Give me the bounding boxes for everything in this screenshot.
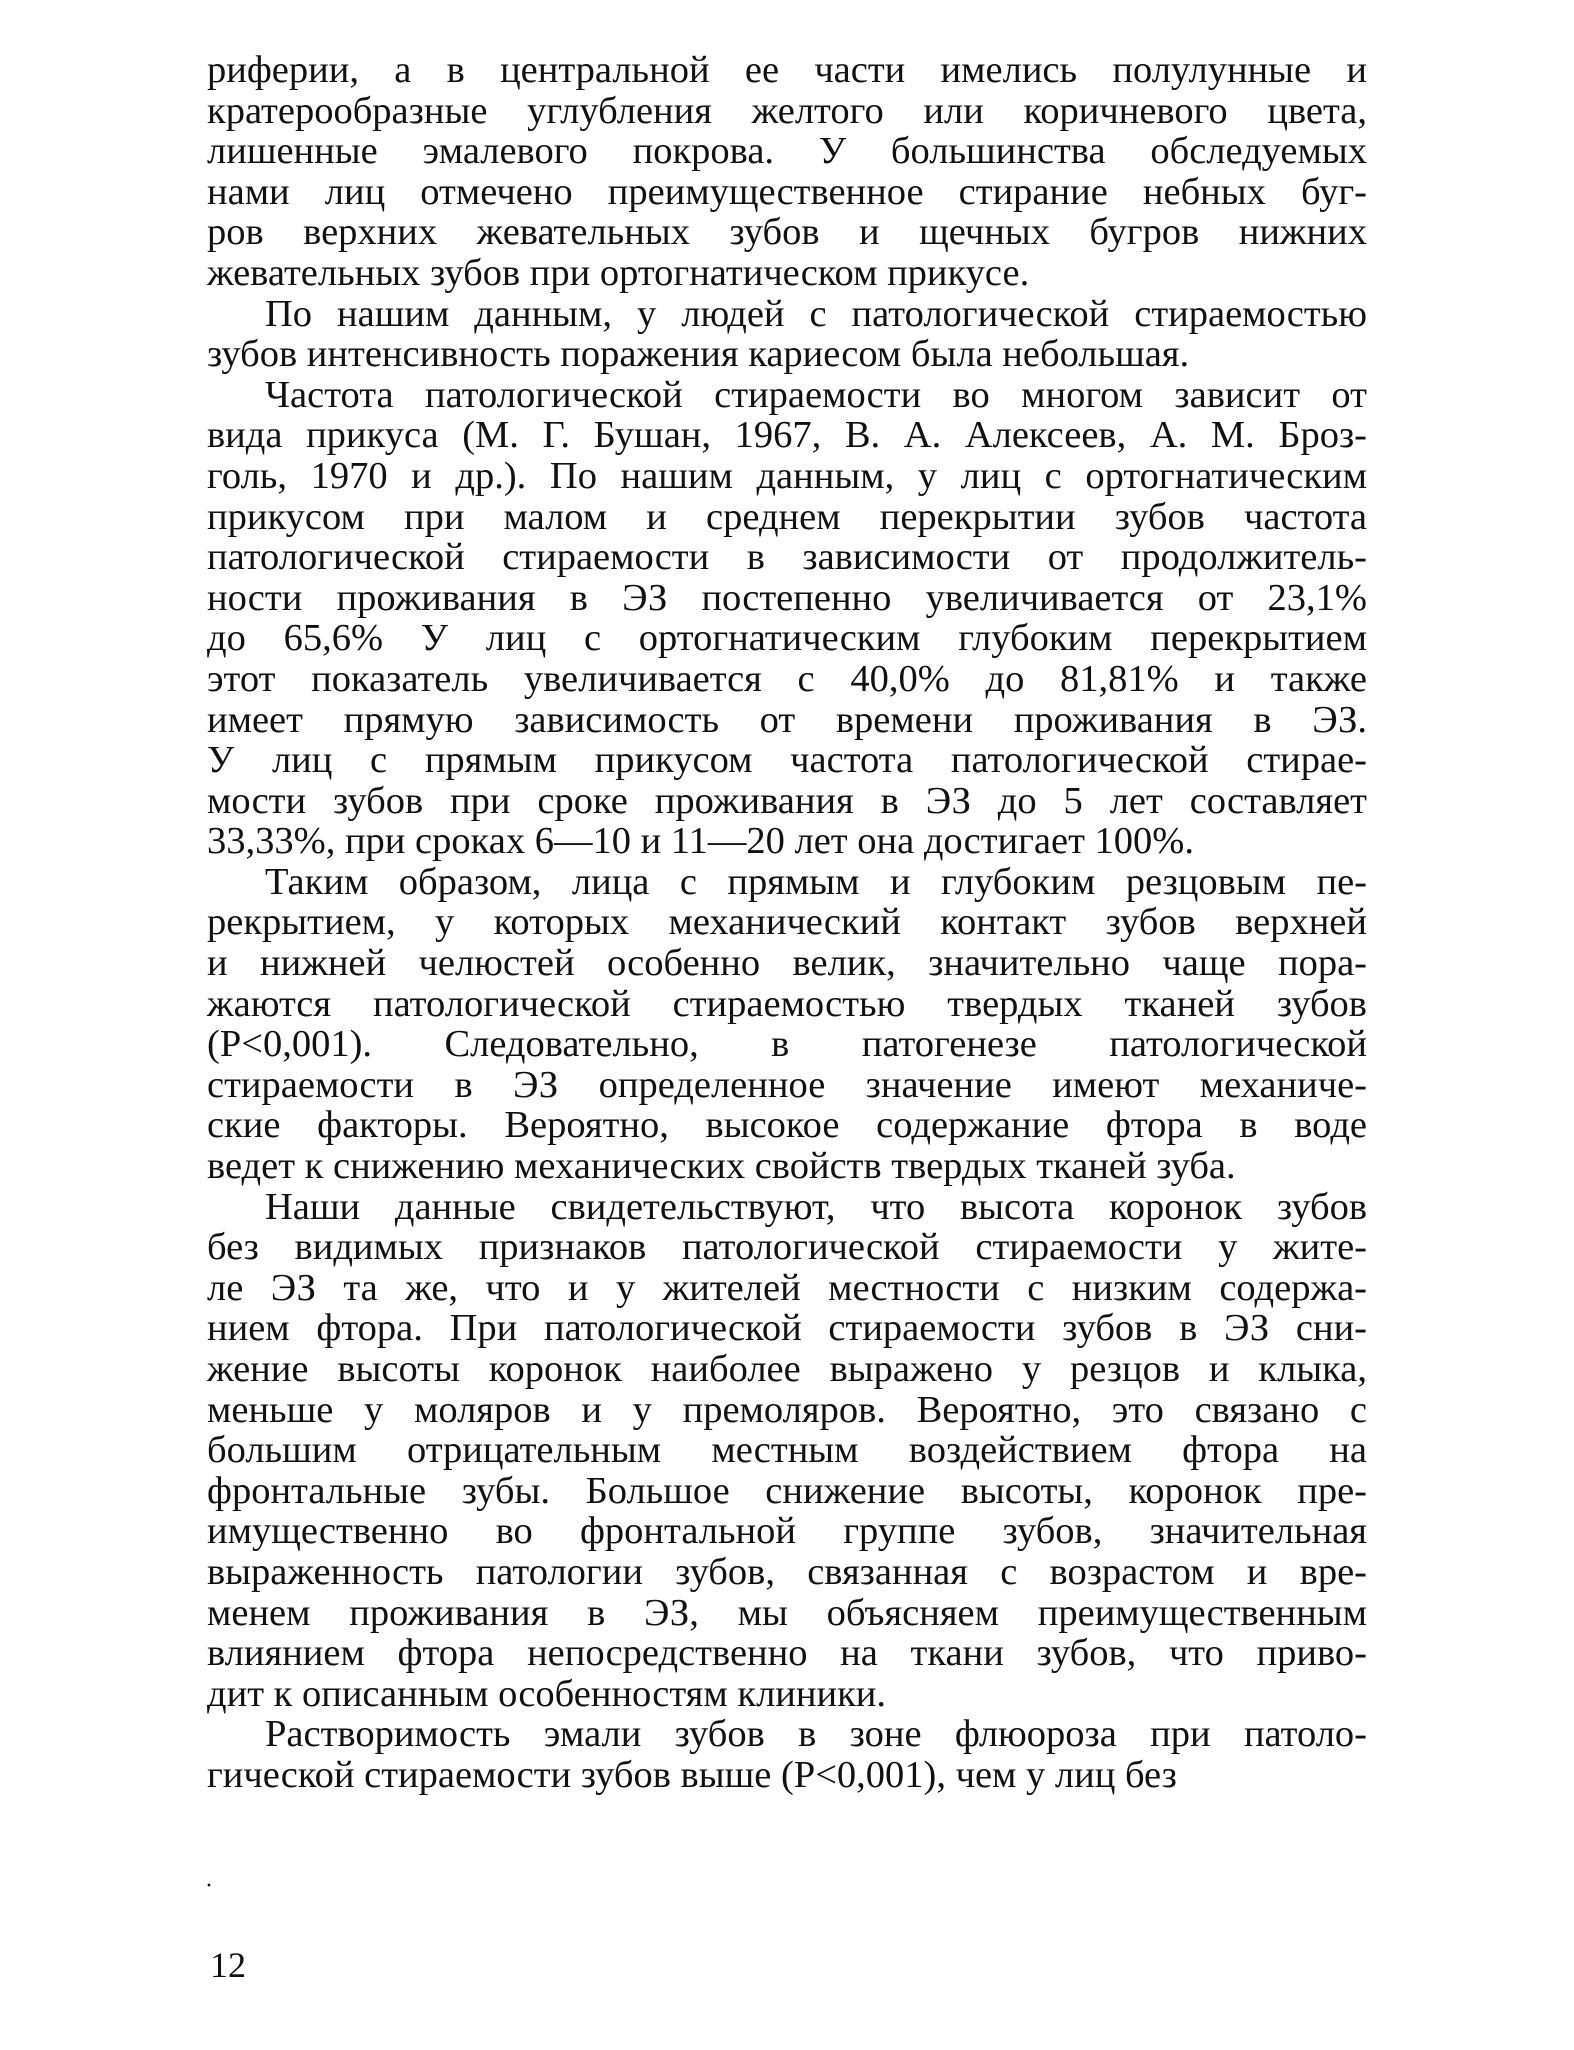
text-line: жение высоты коронок наиболее выражено у резцов и клыка,	[207, 1348, 1367, 1390]
text-line: Таким образом, лица с прямым и глубоким резцовым пе-	[265, 860, 1367, 903]
page-body	[207, 50, 1367, 1796]
text-line: Частота патологической стираемости во многом зависит от	[265, 373, 1367, 416]
text-line: мости зубов при сроке проживания в ЭЗ до 5 лет составляет	[207, 779, 1367, 822]
text-line: имеет прямую зависимость от времени проживания в ЭЗ.	[207, 698, 1367, 741]
text-line: прикусом при малом и среднем перекрытии зубов частота	[207, 495, 1367, 538]
paragraph	[207, 1714, 1367, 1795]
paragraph	[207, 375, 1367, 862]
text-line: этот показатель увеличивается с 40,0% до 81,81% и также	[207, 657, 1367, 700]
paragraph	[207, 50, 1367, 294]
text-line: ров верхних жевательных зубов и щечных бугров нижних	[207, 211, 1367, 254]
text-line: без видимых признаков патологической стираемости у жите-	[207, 1226, 1367, 1269]
text-line: зубов интенсивность поражения кариесом была небольшая.	[207, 333, 1190, 376]
text-line: кратерообразные углубления желтого или коричневого цвета,	[207, 89, 1367, 132]
text-line: Растворимость эмали зубов в зоне флюороза при патоло-	[265, 1713, 1367, 1756]
text-line: жевательных зубов при ортогнатическом прикусе.	[207, 251, 1030, 294]
text-line: У лиц с прямым прикусом частота патологической стирае-	[207, 739, 1367, 782]
text-line: ские факторы. Вероятно, высокое содержание фтора в воде	[207, 1104, 1367, 1147]
text-line: рекрытием, у которых механический контакт зубов верхней	[207, 901, 1367, 944]
text-line: По нашим данным, у людей с патологической стираемостью	[265, 292, 1367, 335]
text-line: влиянием фтора непосредственно на ткани зубов, что приво-	[207, 1632, 1367, 1675]
text-line: большим отрицательным местным воздействием фтора на	[207, 1429, 1367, 1472]
text-line: меньше у моляров и у премоляров. Вероятно, это связано с	[207, 1388, 1367, 1431]
paragraph	[207, 294, 1367, 375]
text-line: дит к описанным особенностям клиники.	[207, 1672, 887, 1715]
text-line: Наши данные свидетельствуют, что высота коронок зубов	[265, 1185, 1367, 1228]
text-line: фронтальные зубы. Большое снижение высоты, коронок пре-	[207, 1469, 1367, 1512]
text-line: менем проживания в ЭЗ, мы объясняем преимущественным	[207, 1591, 1367, 1634]
stray-mark: ·	[205, 1873, 213, 1899]
text-line: нием фтора. При патологической стираемости зубов в ЭЗ сни-	[207, 1307, 1367, 1350]
text-line: ности проживания в ЭЗ постепенно увеличивается от 23,1%	[207, 576, 1367, 619]
text-line: патологической стираемости в зависимости от продолжитель-	[207, 536, 1367, 579]
page-number: 12	[210, 1945, 246, 1985]
text-line: лишенные эмалевого покрова. У большинства обследуемых	[207, 130, 1367, 173]
text-line: гической стираемости зубов выше (Р<0,001), чем у лиц без	[207, 1753, 1177, 1796]
text-line: жаются патологической стираемостью твердых тканей зубов	[207, 982, 1367, 1025]
text-line: риферии, а в центральной ее части имелись полулунные и	[207, 49, 1367, 91]
text-line: стираемости в ЭЗ определенное значение имеют механиче-	[207, 1063, 1367, 1106]
text-line: имущественно во фронтальной группе зубов, значительная	[207, 1510, 1367, 1553]
text-line: выраженность патологии зубов, связанная с возрастом и вре-	[207, 1550, 1367, 1593]
text-line: голь, 1970 и др.). По нашим данным, у лиц с ортогнатическим	[207, 454, 1367, 497]
text-line: ведет к снижению механических свойств твердых тканей зуба.	[207, 1145, 1236, 1188]
text-line: (Р<0,001). Следовательно, в патогенезе патологической	[207, 1023, 1367, 1066]
text-line: вида прикуса (М. Г. Бушан, 1967, В. А. Алексеев, А. М. Броз-	[207, 414, 1367, 457]
paragraph	[207, 862, 1367, 1187]
paragraph	[207, 1187, 1367, 1715]
text-line: и нижней челюстей особенно велик, значительно чаще пора-	[207, 942, 1367, 985]
text-line: до 65,6% У лиц с ортогнатическим глубоким перекрытием	[207, 617, 1367, 660]
text-line: нами лиц отмечено преимущественное стирание небных буг-	[207, 170, 1367, 213]
text-line: ле ЭЗ та же, что и у жителей местности с низким содержа-	[207, 1266, 1367, 1309]
text-line: 33,33%, при сроках 6—10 и 11—20 лет она достигает 100%.	[207, 820, 1194, 863]
